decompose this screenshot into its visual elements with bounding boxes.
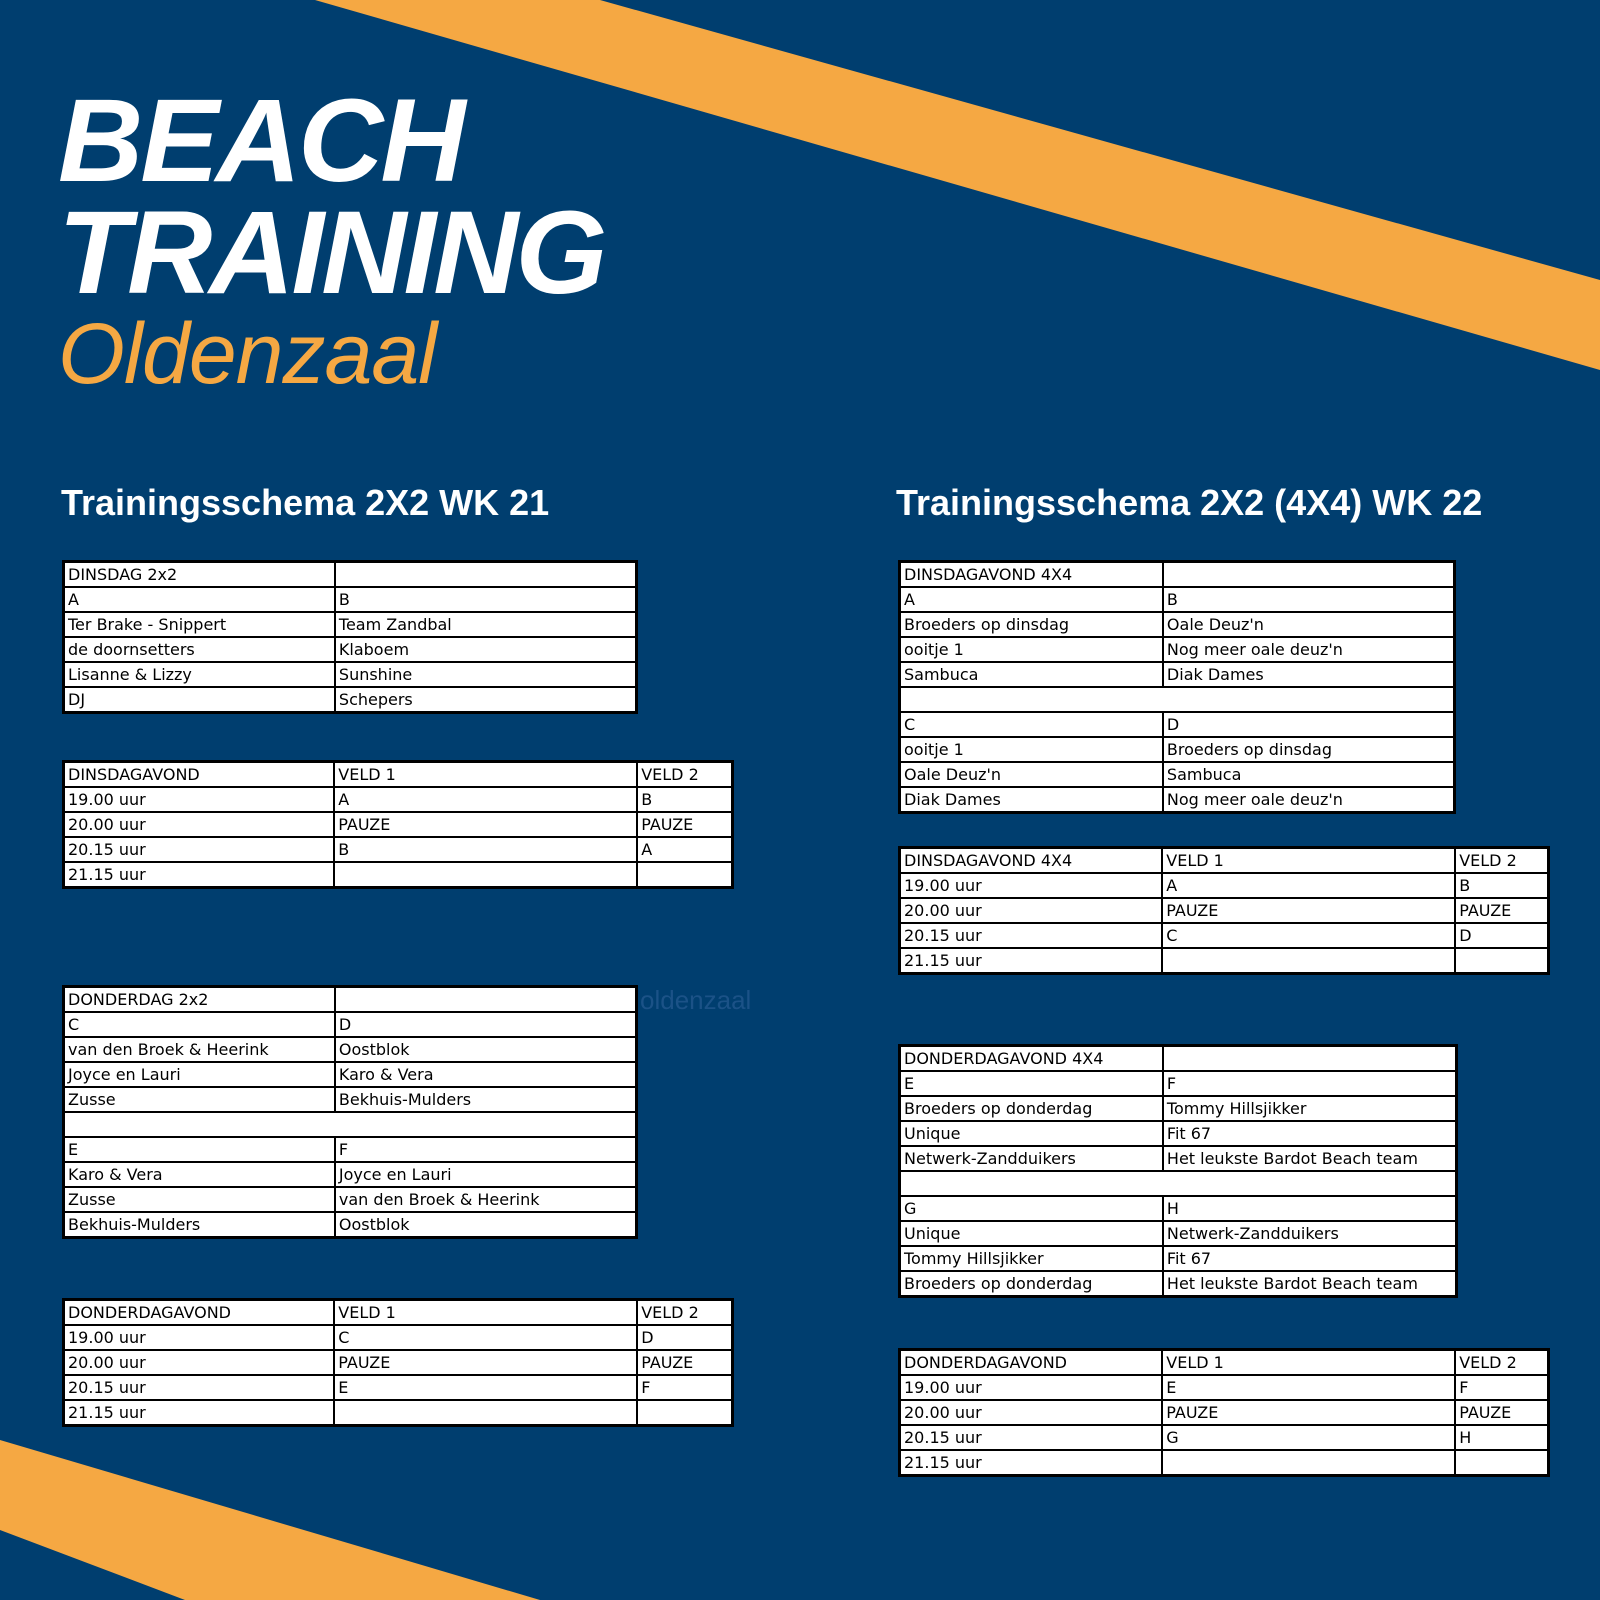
table-cell: F <box>637 1375 732 1400</box>
header-cell: DONDERDAG 2x2 <box>64 987 335 1013</box>
wk21-thursday-teams-table <box>62 985 638 1239</box>
header-cell: VELD 2 <box>637 762 732 788</box>
table-row <box>900 712 1455 737</box>
table-row <box>900 1171 1457 1196</box>
table-cell: van den Broek & Heerink <box>64 1037 335 1062</box>
table-row <box>64 1112 637 1137</box>
table-row <box>900 898 1549 923</box>
table-row <box>900 1146 1457 1171</box>
table-cell: B <box>335 587 637 612</box>
table-cell: ooitje 1 <box>900 637 1163 662</box>
table-cell: Nog meer oale deuz'n <box>1163 787 1455 813</box>
table-cell: D <box>1455 923 1548 948</box>
table-cell: H <box>1455 1425 1548 1450</box>
wk22-tuesday-schedule-table <box>898 846 1550 975</box>
table-row <box>900 737 1455 762</box>
table-cell: Bekhuis-Mulders <box>64 1212 335 1238</box>
table-row <box>64 1162 637 1187</box>
table-cell: 20.00 uur <box>900 1400 1163 1425</box>
table-row <box>900 948 1549 974</box>
table-row <box>64 562 637 588</box>
table-cell: Zusse <box>64 1087 335 1112</box>
wk22-thursday-schedule-table <box>898 1348 1550 1477</box>
table-cell: 20.15 uur <box>64 1375 335 1400</box>
table-cell: Fit 67 <box>1163 1246 1457 1271</box>
table-cell: ooitje 1 <box>900 737 1163 762</box>
table-cell: G <box>1162 1425 1455 1450</box>
table-cell: PAUZE <box>1455 898 1548 923</box>
table-cell: 19.00 uur <box>900 873 1163 898</box>
table-cell <box>637 1400 732 1426</box>
table-cell: A <box>334 787 637 812</box>
wk22-title: Trainingsschema 2X2 (4X4) WK 22 <box>896 482 1483 523</box>
table-cell: Oale Deuz'n <box>1163 612 1455 637</box>
header-cell: VELD 1 <box>334 762 637 788</box>
header-cell: DONDERDAGAVOND 4X4 <box>900 1046 1163 1072</box>
table-cell: B <box>1455 873 1548 898</box>
table-cell: PAUZE <box>637 812 732 837</box>
table-row <box>900 1425 1549 1450</box>
table-cell: Joyce en Lauri <box>64 1062 335 1087</box>
table-cell: PAUZE <box>334 1350 637 1375</box>
table-cell: A <box>900 587 1163 612</box>
table-cell: B <box>1163 587 1455 612</box>
header-cell: DINSDAGAVOND <box>64 762 335 788</box>
header-cell: DINSDAGAVOND 4X4 <box>900 848 1163 874</box>
hero-title-line-2: TRAINING <box>58 187 605 319</box>
table-cell: DJ <box>64 687 335 713</box>
table-row <box>64 762 733 788</box>
table-row <box>64 1062 637 1087</box>
wk21-title: Trainingsschema 2X2 WK 21 <box>61 482 550 523</box>
table-cell: Ter Brake - Snippert <box>64 612 335 637</box>
table-cell: 21.15 uur <box>64 862 335 888</box>
table-cell: Netwerk-Zandduikers <box>900 1146 1163 1171</box>
table-row <box>900 1375 1549 1400</box>
table-cell <box>334 1400 637 1426</box>
table-cell <box>1162 1450 1455 1476</box>
table-cell: C <box>64 1012 335 1037</box>
table-cell: Joyce en Lauri <box>335 1162 637 1187</box>
table-cell: Oostblok <box>335 1212 637 1238</box>
table-row <box>900 1121 1457 1146</box>
table-cell <box>1455 1450 1548 1476</box>
table-row <box>64 1300 733 1326</box>
table-row <box>900 848 1549 874</box>
table-row <box>64 862 733 888</box>
table-cell: Oostblok <box>335 1037 637 1062</box>
table-row <box>64 812 733 837</box>
table-cell: A <box>637 837 732 862</box>
wk21-tuesday-teams-table <box>62 560 638 714</box>
table-cell: Het leukste Bardot Beach team <box>1163 1146 1457 1171</box>
table-cell: Nog meer oale deuz'n <box>1163 637 1455 662</box>
table-cell: 19.00 uur <box>900 1375 1163 1400</box>
table-cell: Tommy Hillsjikker <box>1163 1096 1457 1121</box>
table-row <box>900 1400 1549 1425</box>
table-cell: Lisanne & Lizzy <box>64 662 335 687</box>
table-row <box>900 1196 1457 1221</box>
table-cell: D <box>335 1012 637 1037</box>
table-row <box>64 1137 637 1162</box>
table-cell: C <box>900 712 1163 737</box>
table-row <box>900 612 1455 637</box>
table-row <box>900 1221 1457 1246</box>
table-row <box>900 1071 1457 1096</box>
spacer-cell <box>900 1171 1457 1196</box>
table-cell: Sambuca <box>900 662 1163 687</box>
header-cell <box>335 987 637 1013</box>
table-cell: Tommy Hillsjikker <box>900 1246 1163 1271</box>
table-row <box>900 762 1455 787</box>
table-row <box>900 923 1549 948</box>
table-cell: PAUZE <box>637 1350 732 1375</box>
table-cell: Klaboem <box>335 637 637 662</box>
wk22-tuesday-teams-table <box>898 560 1456 814</box>
table-cell: 20.00 uur <box>64 1350 335 1375</box>
table-row <box>64 1350 733 1375</box>
table-cell: 21.15 uur <box>900 948 1163 974</box>
table-row <box>64 987 637 1013</box>
table-row <box>900 1046 1457 1072</box>
header-cell: VELD 1 <box>1162 1350 1455 1376</box>
table-cell: Oale Deuz'n <box>900 762 1163 787</box>
table-cell: B <box>334 837 637 862</box>
table-row <box>900 873 1549 898</box>
header-cell: DONDERDAGAVOND <box>900 1350 1163 1376</box>
hero-title-line-1: BEACH <box>58 75 463 207</box>
header-cell: VELD 2 <box>1455 1350 1548 1376</box>
table-row <box>64 787 733 812</box>
table-cell: PAUZE <box>1455 1400 1548 1425</box>
table-cell: D <box>637 1325 732 1350</box>
table-row <box>64 1325 733 1350</box>
table-cell: B <box>637 787 732 812</box>
watermark: oldenzaal <box>640 985 752 1015</box>
table-row <box>900 662 1455 687</box>
table-cell: D <box>1163 712 1455 737</box>
table-cell: A <box>64 587 335 612</box>
table-cell: C <box>334 1325 637 1350</box>
table-row <box>64 1375 733 1400</box>
table-cell: Diak Dames <box>1163 662 1455 687</box>
header-cell: DINSDAGAVOND 4X4 <box>900 562 1163 588</box>
table-cell: Broeders op dinsdag <box>900 612 1163 637</box>
table-cell: Schepers <box>335 687 637 713</box>
table-row <box>900 1350 1549 1376</box>
table-cell: Team Zandbal <box>335 612 637 637</box>
table-cell: 20.00 uur <box>900 898 1163 923</box>
table-cell: Unique <box>900 1121 1163 1146</box>
table-cell: Sunshine <box>335 662 637 687</box>
table-cell: Het leukste Bardot Beach team <box>1163 1271 1457 1297</box>
table-cell: Broeders op dinsdag <box>1163 737 1455 762</box>
table-row <box>64 637 637 662</box>
table-cell: 21.15 uur <box>64 1400 335 1426</box>
table-row <box>64 612 637 637</box>
header-cell <box>1163 562 1455 588</box>
table-cell <box>637 862 732 888</box>
header-cell: VELD 2 <box>637 1300 732 1326</box>
table-cell: Karo & Vera <box>335 1062 637 1087</box>
table-row <box>900 1271 1457 1297</box>
table-cell: PAUZE <box>1162 1400 1455 1425</box>
table-cell: 19.00 uur <box>64 1325 335 1350</box>
header-cell: DONDERDAGAVOND <box>64 1300 335 1326</box>
table-row <box>64 1012 637 1037</box>
table-cell: Bekhuis-Mulders <box>335 1087 637 1112</box>
table-row <box>64 1087 637 1112</box>
table-row <box>900 1246 1457 1271</box>
header-cell <box>1163 1046 1457 1072</box>
table-cell <box>334 862 637 888</box>
table-row <box>900 687 1455 712</box>
table-row <box>900 787 1455 813</box>
table-row <box>900 1450 1549 1476</box>
table-cell: Unique <box>900 1221 1163 1246</box>
table-cell <box>1162 948 1455 974</box>
table-row <box>64 587 637 612</box>
header-cell: DINSDAG 2x2 <box>64 562 335 588</box>
table-row <box>64 1400 733 1426</box>
table-cell: E <box>64 1137 335 1162</box>
table-cell: 20.15 uur <box>900 923 1163 948</box>
table-cell: F <box>1455 1375 1548 1400</box>
header-cell: VELD 2 <box>1455 848 1548 874</box>
table-cell: Broeders op donderdag <box>900 1271 1163 1297</box>
table-cell: PAUZE <box>1162 898 1455 923</box>
table-row <box>64 1187 637 1212</box>
table-cell: Sambuca <box>1163 762 1455 787</box>
table-cell: E <box>334 1375 637 1400</box>
table-row <box>900 1096 1457 1121</box>
table-cell: 19.00 uur <box>64 787 335 812</box>
table-cell: F <box>335 1137 637 1162</box>
table-cell: H <box>1163 1196 1457 1221</box>
table-cell: E <box>1162 1375 1455 1400</box>
table-row <box>900 587 1455 612</box>
table-row <box>900 562 1455 588</box>
table-cell: A <box>1162 873 1455 898</box>
table-cell: E <box>900 1071 1163 1096</box>
table-cell: van den Broek & Heerink <box>335 1187 637 1212</box>
table-row <box>64 662 637 687</box>
spacer-cell <box>900 687 1455 712</box>
table-cell: de doornsetters <box>64 637 335 662</box>
table-cell: Broeders op donderdag <box>900 1096 1163 1121</box>
table-cell: Netwerk-Zandduikers <box>1163 1221 1457 1246</box>
header-cell <box>335 562 637 588</box>
table-cell: 20.00 uur <box>64 812 335 837</box>
table-cell: 20.15 uur <box>900 1425 1163 1450</box>
table-row <box>64 837 733 862</box>
table-cell: Zusse <box>64 1187 335 1212</box>
table-cell: C <box>1162 923 1455 948</box>
table-cell: G <box>900 1196 1163 1221</box>
header-cell: VELD 1 <box>334 1300 637 1326</box>
table-cell: F <box>1163 1071 1457 1096</box>
wk22-thursday-teams-table <box>898 1044 1458 1298</box>
table-row <box>64 1212 637 1238</box>
table-row <box>900 637 1455 662</box>
header-cell: VELD 1 <box>1162 848 1455 874</box>
spacer-cell <box>64 1112 637 1137</box>
table-cell: Diak Dames <box>900 787 1163 813</box>
table-cell: PAUZE <box>334 812 637 837</box>
hero-city: Oldenzaal <box>58 306 437 402</box>
table-row <box>64 687 637 713</box>
hero-title <box>58 75 605 402</box>
table-cell: 20.15 uur <box>64 837 335 862</box>
table-cell: Fit 67 <box>1163 1121 1457 1146</box>
wk21-tuesday-schedule-table <box>62 760 734 889</box>
table-cell <box>1455 948 1548 974</box>
table-row <box>64 1037 637 1062</box>
table-cell: Karo & Vera <box>64 1162 335 1187</box>
table-cell: 21.15 uur <box>900 1450 1163 1476</box>
wk21-thursday-schedule-table <box>62 1298 734 1427</box>
